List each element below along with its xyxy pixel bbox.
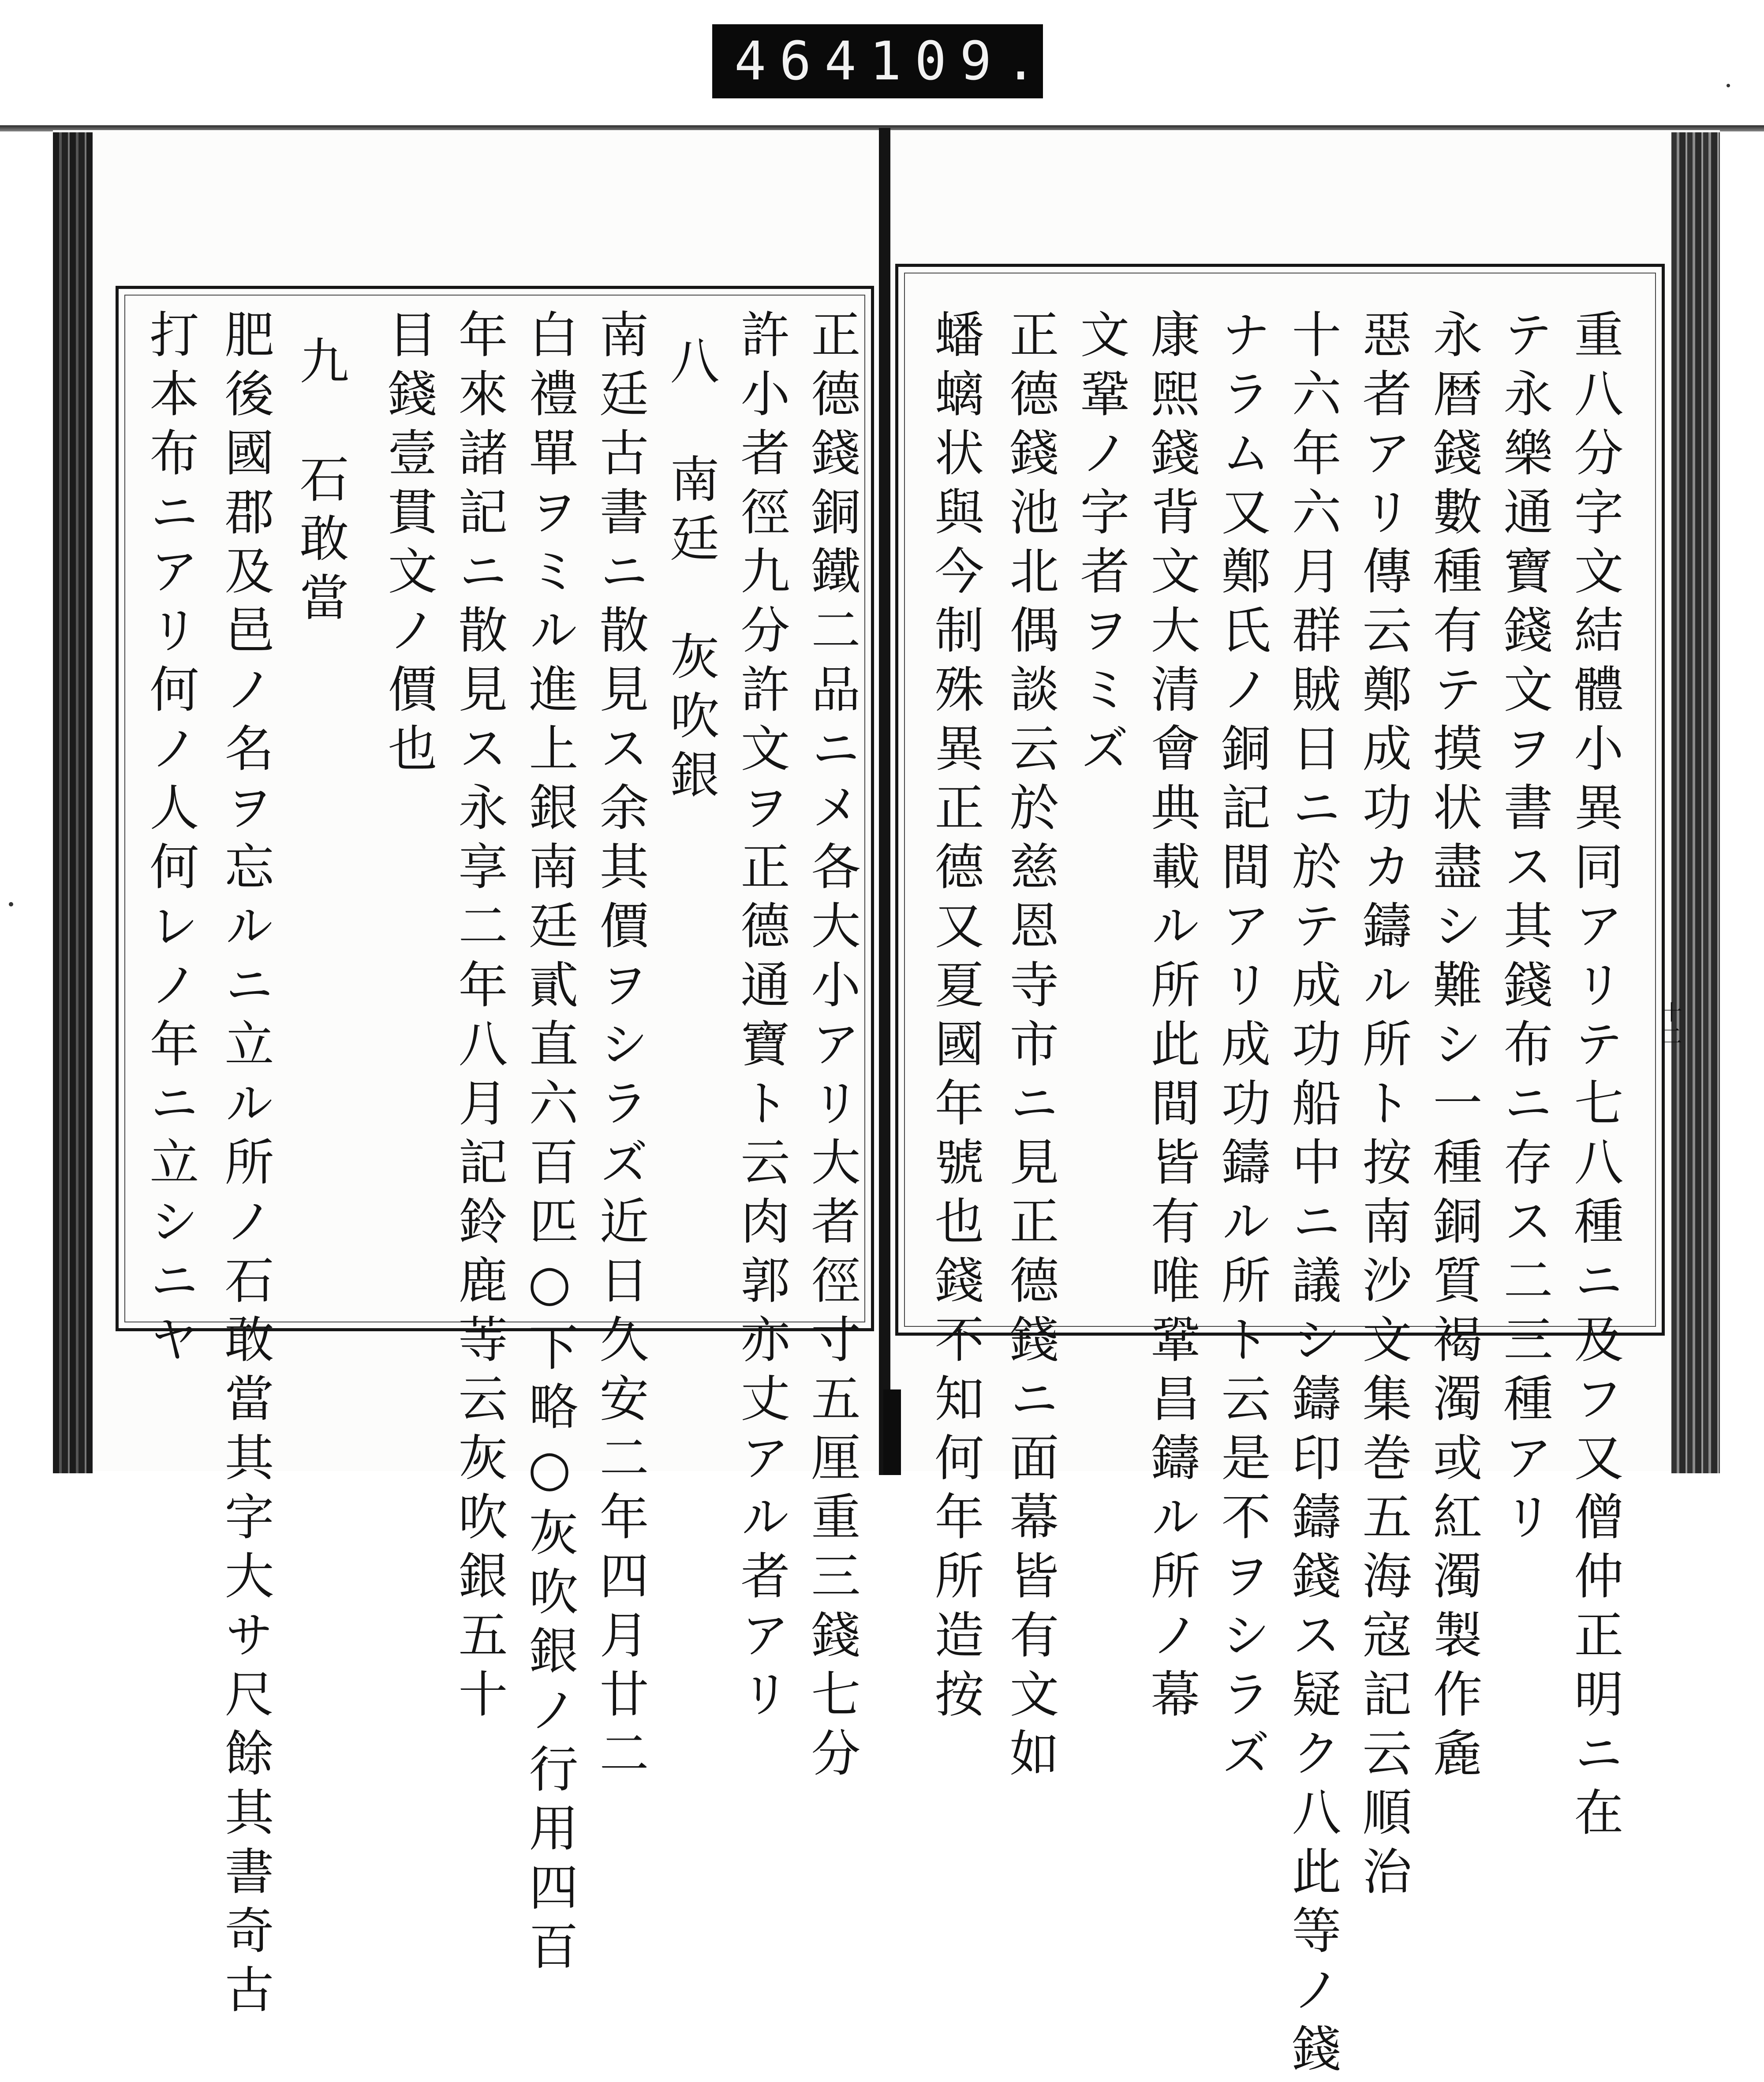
- left-col-9: 肥後國郡及邑ノ名ヲ忘ルニ立ル所ノ石敢當其字大サ尺餘其書奇古: [217, 309, 274, 2023]
- frame-number: 109.: [869, 30, 1050, 92]
- folio-number: 十二: [1657, 1001, 1682, 1049]
- right-col-8: 文鞏ノ字者ヲミズ: [1072, 309, 1129, 782]
- right-col-6: ナラム又鄭氏ノ銅記間アリ成功鑄ル所ト云是不ヲシラズ: [1213, 309, 1271, 1786]
- right-col-4: 惡者アリ傳云鄭成功カ鑄ル所ト按南沙文集巻五海寇記云順治: [1354, 309, 1412, 1905]
- left-col-3-heading: 八 南廷 灰吹銀: [662, 335, 719, 808]
- left-col-4: 南廷古書ニ散見ス余其價ヲシラズ近日久安二年四月廿二: [591, 309, 649, 1786]
- left-col-10: 打本布ニアリ何ノ人何レノ年ニ立シニヤ: [142, 309, 199, 1373]
- right-col-3: 永暦錢數種有テ摸状盡シ難シ一種銅質褐濁或紅濁製作麁: [1425, 309, 1482, 1786]
- right-col-10: 蟠螭状與今制殊異正德又夏國年號也錢不知何年所造按: [927, 309, 984, 1727]
- right-col-1: 重八分字文結體小異同アリテ七八種ニ及フ又僧仲正明ニ在: [1566, 309, 1623, 1846]
- book-spine: [879, 128, 890, 1475]
- left-col-2: 許小者徑九分許文ヲ正德通寶ト云肉郭亦丈アル者アリ: [733, 309, 790, 1727]
- left-col-5: 白禮單ヲミル進上銀南廷貳直六百匹○下略○灰吹銀ノ行用四百: [521, 309, 578, 1980]
- left-col-6: 年來諸記ニ散見ス永享二年八月記鈴鹿䓁云灰吹銀五十: [450, 309, 508, 1727]
- spine-foot: [883, 1389, 901, 1475]
- right-col-9: 正德錢池北偶談云於慈恩寺市ニ見正德錢ニ面幕皆有文如: [1002, 309, 1059, 1786]
- book-left-edge: [53, 132, 93, 1473]
- scan-speck: [1727, 84, 1730, 87]
- book-right-edge: [1671, 132, 1720, 1473]
- right-col-2: テ永樂通寶錢文ヲ書ス其錢布ニ存ス二三種アリ: [1495, 309, 1553, 1550]
- scan-speck: [9, 902, 13, 906]
- reel-number: 464: [734, 30, 870, 92]
- left-col-8-heading: 九 石敢當: [292, 335, 349, 631]
- right-col-7: 康煕錢背文大清會典載ル所此間皆有唯鞏昌鑄ル所ノ幕: [1143, 309, 1200, 1727]
- left-col-7: 目錢壹貫文ノ價也: [380, 309, 437, 782]
- left-col-1: 正德錢銅鐵二品ニメ各大小アリ大者徑寸五厘重三錢七分: [803, 309, 860, 1786]
- film-frame-label: [712, 24, 1050, 98]
- right-col-5: 十六年六月群賊日ニ於テ成功船中ニ議シ鑄印鑄錢ス疑ク八此等ノ錢: [1284, 309, 1341, 2082]
